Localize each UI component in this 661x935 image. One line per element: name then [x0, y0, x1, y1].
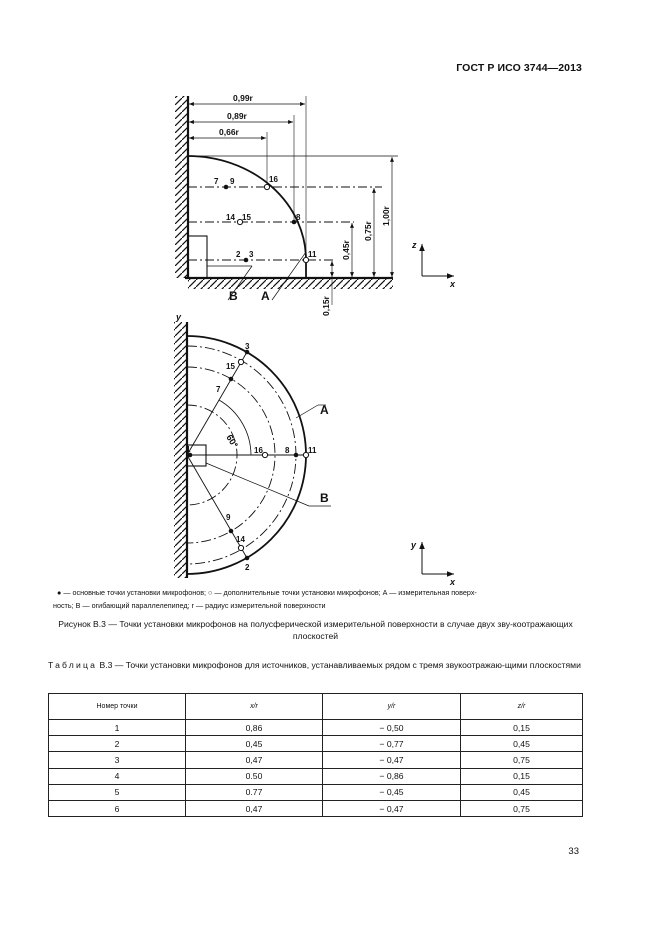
table-title: [48, 659, 583, 671]
point-marker: [262, 452, 267, 457]
table-row: [49, 768, 583, 784]
table-cell: 0,45: [461, 784, 583, 800]
col-header: x/r: [186, 694, 323, 720]
point-label: 2: [245, 563, 250, 572]
angle-label: 60°: [224, 432, 241, 450]
table-cell: 0,45: [186, 736, 323, 752]
point-label: 15: [226, 362, 235, 371]
dim-label-099: 0,99r: [233, 93, 253, 103]
bounding-box: [188, 236, 207, 278]
point-marker: [224, 185, 229, 190]
point-marker: [238, 545, 243, 550]
point-label: 9: [230, 177, 235, 186]
axis-x-label: x: [450, 279, 456, 289]
leader-b: [206, 463, 309, 506]
point-label: 3: [245, 342, 250, 351]
point-label: 14: [226, 213, 235, 222]
top-view: [175, 93, 456, 316]
surface-arc: [188, 156, 306, 260]
table-cell: 0,75: [461, 800, 583, 816]
axis-y-main-label: y: [176, 312, 182, 322]
points-table: [48, 693, 583, 817]
table-cell: 3: [49, 752, 186, 768]
table-row: [49, 752, 583, 768]
page-number: 33: [568, 846, 579, 857]
point-label: 16: [269, 175, 278, 184]
table-cell: − 0,77: [323, 736, 461, 752]
point-marker: [245, 556, 250, 561]
bottom-view: [174, 312, 456, 587]
table-cell: 1: [49, 720, 186, 736]
table-cell: 0.77: [186, 784, 323, 800]
table-cell: 0,47: [186, 800, 323, 816]
label-a: A: [261, 289, 270, 303]
floor-hatch: [188, 278, 393, 289]
table-number: В.3: [99, 660, 113, 670]
table-cell: 0,75: [461, 752, 583, 768]
point-label: 14: [236, 535, 245, 544]
table-cell: 0,86: [186, 720, 323, 736]
leader-a: [296, 405, 318, 418]
table-cell: − 0,47: [323, 800, 461, 816]
table-cell: 0,15: [461, 768, 583, 784]
point-marker: [244, 258, 249, 263]
point-label: 11: [308, 250, 317, 259]
axis-x-label: x: [450, 577, 456, 587]
label-b: B: [320, 491, 329, 505]
leader-a: [272, 252, 306, 300]
point-label: 15: [242, 213, 251, 222]
table-cell: − 0,86: [323, 768, 461, 784]
table-cell: 4: [49, 768, 186, 784]
dim-label-066: 0,66r: [219, 127, 239, 137]
table-title-text: — Точки установки микрофонов для источников, устанавливаемых рядом с тремя звукоотражаю-щими плоскостями: [114, 660, 581, 670]
table-header-row: [49, 694, 583, 720]
point-label: 7: [214, 177, 219, 186]
label-b: B: [229, 289, 238, 303]
dim-label-015: 0,15r: [321, 296, 331, 316]
point-marker: [294, 453, 299, 458]
point-label: 11: [308, 446, 317, 455]
point-label: 1: [186, 445, 191, 454]
table-cell: 0.50: [186, 768, 323, 784]
dim-label-045: 0,45r: [341, 240, 351, 260]
legend-line: ● — основные точки установки микрофонов; ○ — дополнительные точки установки микрофонов; A — измерительная поверх-: [57, 588, 477, 597]
col-header: y/r: [323, 694, 461, 720]
table-row: [49, 736, 583, 752]
document-id: ГОСТ Р ИСО 3744—2013: [456, 62, 582, 74]
point-label: 8: [296, 213, 301, 222]
point-marker: [229, 377, 234, 382]
col-header: z/r: [461, 694, 583, 720]
table-label: Таблица: [48, 660, 98, 670]
table-row: [49, 800, 583, 816]
table-cell: − 0,50: [323, 720, 461, 736]
axis-z-label: z: [412, 240, 417, 250]
dim-label-075: 0,75r: [363, 221, 373, 241]
axis-y-label: y: [411, 540, 417, 550]
point-label: 3: [249, 250, 254, 259]
col-header: Номер точки: [49, 694, 186, 720]
point-label: 2: [236, 250, 241, 259]
legend-line: ность; B — огибающий параллелепипед; r — радиус измерительной поверхности: [53, 601, 326, 610]
table-cell: 0,15: [461, 720, 583, 736]
point-marker: [264, 184, 269, 189]
table-cell: 0,47: [186, 752, 323, 768]
dim-label-089: 0,89r: [227, 111, 247, 121]
table-cell: 2: [49, 736, 186, 752]
point-marker: [229, 529, 234, 534]
table-cell: − 0,45: [323, 784, 461, 800]
table-cell: − 0,47: [323, 752, 461, 768]
figure-legend: [53, 586, 577, 612]
figure-caption: Рисунок В.3 — Точки установки микрофонов на полусферической измерительной поверхности в случае двух зву-коотражающих плоскостей: [58, 619, 573, 641]
point-label: 16: [254, 446, 263, 455]
point-label: 7: [216, 385, 221, 394]
table-cell: 5: [49, 784, 186, 800]
table-cell: 6: [49, 800, 186, 816]
point-marker: [238, 359, 243, 364]
table-row: [49, 784, 583, 800]
table-cell: 0,45: [461, 736, 583, 752]
point-label: 9: [226, 513, 231, 522]
point-label: 8: [285, 446, 290, 455]
wall-hatch: [175, 96, 188, 278]
dim-label-100: 1,00r: [381, 206, 391, 226]
label-a: A: [320, 403, 329, 417]
table-row: [49, 720, 583, 736]
